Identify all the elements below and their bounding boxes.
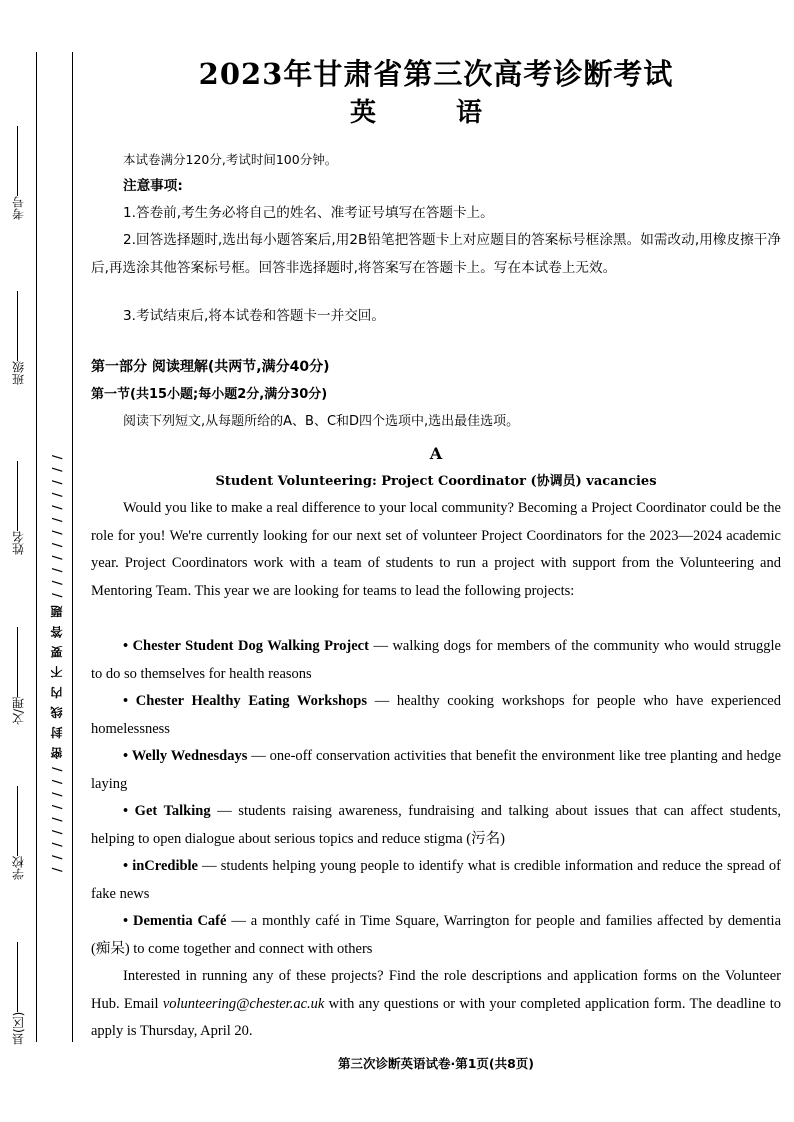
passage-letter: A (429, 444, 443, 463)
closing-text: Interested in running any of these projects? Find the role descriptions and application forms on the Volunteer Hub. Email (91, 968, 781, 1012)
field-label: 姓名 (11, 531, 26, 555)
passage-intro: Would you like to make a real difference to your local community? Becoming a Project Coordinator could be the role for you! We're currently looking for our next set of volunteer Project Coordinators for the 2023—2024 academic year. Project Coordinators work with a team of students to run a project with support from the Volunteering and Mentoring Team. This year we are looking for teams to lead the following projects: (91, 500, 781, 599)
project-desc: — one-off conservation activities that benefit the environment like tree planting and hedge laying (91, 748, 782, 792)
instruction-item-3: 3.考试结束后,将本试卷和答题卡一并交回。 (123, 308, 385, 324)
project-item (91, 743, 781, 798)
closing-text: with any questions or with your completed application form. The deadline to apply is Thursday, April 20. (91, 995, 781, 1039)
project-name: • Chester Healthy Eating Workshops (123, 693, 368, 709)
project-desc: — healthy cooking workshops for people who have experienced homelessness (91, 693, 781, 737)
field-blank[interactable] (18, 942, 19, 1012)
project-item (91, 853, 781, 908)
section1-heading: 第一节(共15小题;每小题2分,满分30分) (91, 387, 328, 402)
field-blank[interactable] (18, 461, 19, 531)
project-name: • Welly Wednesdays (123, 748, 248, 764)
project-name: • Get Talking (123, 803, 211, 819)
field-arts-science[interactable] (4, 605, 32, 725)
binding-line-outer (36, 52, 37, 1042)
field-name[interactable] (4, 445, 32, 555)
field-county[interactable] (4, 920, 32, 1045)
project-name: • Chester Student Dog Walking Project (123, 638, 369, 654)
reading-direction: 阅读下列短文,从每题所给的A、B、C和D四个选项中,选出最佳选项。 (123, 414, 520, 429)
project-item (91, 633, 781, 688)
page-title: 2023年甘肃省第三次高考诊断考试 (198, 57, 674, 91)
field-label: 班级 (11, 361, 26, 385)
instructions-heading: 注意事项: (123, 178, 183, 194)
instruction-item-1: 1.答卷前,考生务必将自己的姓名、准考证号填写在答题卡上。 (123, 205, 494, 221)
field-school[interactable] (4, 760, 32, 880)
instructions-intro: 本试卷满分120分,考试时间100分钟。 (123, 152, 338, 167)
project-item (91, 908, 781, 963)
binding-line-inner (72, 52, 73, 1042)
seal-line-text: / / / / / / / / / 密 封 线 内 不 要 答 题 / / / / / / / / / / / / (50, 452, 64, 872)
field-label: 考号 (11, 196, 26, 220)
project-name: • inCredible (123, 858, 198, 874)
field-blank[interactable] (18, 291, 19, 361)
field-label: 学校 (11, 856, 26, 880)
contact-email-link[interactable]: volunteering@chester.ac.uk (162, 995, 325, 1012)
project-desc: — walking dogs for members of the community who would struggle to do so themselves for health reasons (91, 638, 781, 682)
project-desc: — students helping young people to identify what is credible information and reduce the spread of fake news (91, 858, 782, 902)
field-exam-number[interactable] (4, 110, 32, 220)
field-blank[interactable] (18, 786, 19, 856)
field-label: 文/理 (11, 696, 26, 725)
subject-title: 英语 (349, 98, 562, 128)
project-name: • Dementia Café (123, 913, 227, 929)
page-footer: 第三次诊断英语试卷·第1页(共8页) (337, 1056, 535, 1071)
passage-closing (91, 963, 781, 1046)
project-item (91, 798, 781, 853)
part1-heading: 第一部分 阅读理解(共两节,满分40分) (91, 359, 330, 375)
field-label: 县(区) (11, 1011, 26, 1045)
project-item (91, 688, 781, 743)
field-class[interactable] (4, 275, 32, 385)
project-desc: — a monthly café in Time Square, Warrington for people and families affected by dementia (痴呆) to come together and connect with others (91, 913, 781, 957)
passage-title: Student Volunteering: Project Coordinator (协调员) vacancies (215, 474, 657, 489)
field-blank[interactable] (18, 126, 19, 196)
project-desc: — students raising awareness, fundraising and talking about issues that can affect students, helping to open dialogue about serious topics and reduce stigma (污名) (91, 803, 781, 847)
binding-sidebar (0, 0, 90, 1122)
instruction-item-2: 2.回答选择题时,选出每小题答案后,用2B铅笔把答题卡上对应题目的答案标号框涂黑。如需改动,用橡皮擦干净后,再选涂其他答案标号框。回答非选择题时,将答案写在答题卡上。写在本试卷上无效。 (91, 232, 781, 276)
field-blank[interactable] (18, 627, 19, 697)
